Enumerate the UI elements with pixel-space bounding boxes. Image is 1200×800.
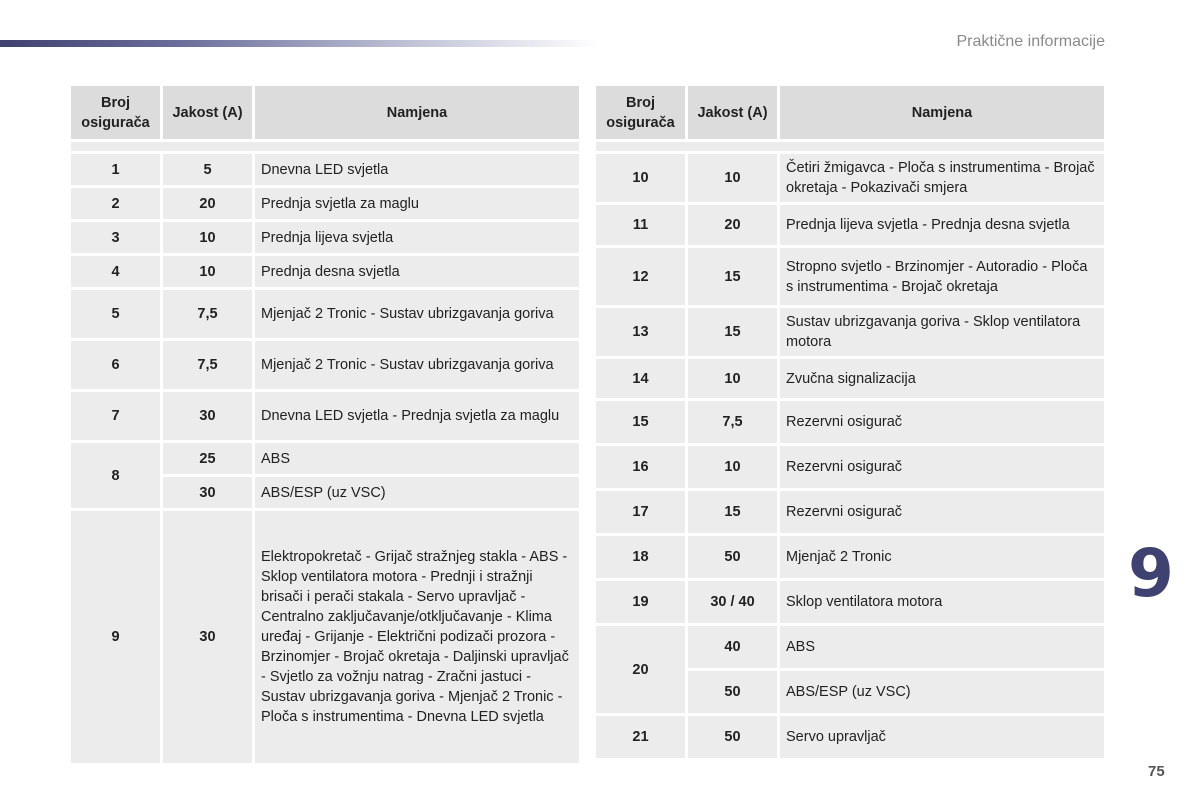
header-broj: Broj osigurača — [596, 86, 685, 139]
page-number: 75 — [1148, 763, 1165, 780]
fuse-amperage: 10 — [163, 222, 252, 253]
fuse-purpose: Servo upravljač — [780, 716, 1104, 758]
fuse-purpose: Rezervni osigurač — [780, 446, 1104, 488]
fuse-number: 1 — [71, 154, 160, 185]
fuse-amperage: 15 — [688, 308, 777, 356]
fuse-purpose: Četiri žmigavca - Ploča s instrumentima - Brojač okretaja - Pokazivači smjera — [780, 154, 1104, 202]
fuse-number: 9 — [71, 511, 160, 763]
table-header-row — [596, 86, 1104, 139]
fuse-purpose: Zvučna signalizacija — [780, 359, 1104, 398]
fuse-amperage: 30 / 40 — [688, 581, 777, 623]
header-broj: Broj osigurača — [71, 86, 160, 139]
fuse-amperage: 7,5 — [163, 290, 252, 338]
fuse-purpose: Stropno svjetlo - Brzinomjer - Autoradio - Ploča s instrumentima - Brojač okretaja — [780, 248, 1104, 305]
table-row — [596, 154, 1104, 202]
table-row — [596, 308, 1104, 356]
table-row — [596, 401, 1104, 443]
fuse-purpose: ABS/ESP (uz VSC) — [255, 477, 579, 508]
table-row — [596, 536, 1104, 578]
table-row — [71, 222, 579, 253]
table-row — [71, 256, 579, 287]
table-row — [596, 446, 1104, 488]
fuse-number: 21 — [596, 716, 685, 758]
fuse-number: 5 — [71, 290, 160, 338]
fuse-number: 3 — [71, 222, 160, 253]
fuse-amperage: 20 — [163, 188, 252, 219]
fuse-amperage: 10 — [688, 154, 777, 202]
fuse-purpose: Sustav ubrizgavanja goriva - Sklop ventilatora motora — [780, 308, 1104, 356]
fuse-amperage: 10 — [163, 256, 252, 287]
fuse-amperage: 15 — [688, 491, 777, 533]
header-namjena: Namjena — [255, 86, 579, 139]
fuse-amperage: 50 — [688, 716, 777, 758]
fuse-purpose: ABS/ESP (uz VSC) — [780, 671, 1104, 713]
fuse-purpose: Elektropokretač - Grijač stražnjeg stakla - ABS - Sklop ventilatora motora - Prednji i stražnji brisači i perači stakala - Servo upravljač - Centralno zaključavanje/otključavanje - Klima uređaj - Grijanje - Električni podizači prozora - Brzinomjer - Brojač okretaja - Daljinski upravljač - Svjetlo za vožnju natrag - Zračni jastuci - Sustav ubrizgavanja goriva - Mjenjač 2 Tronic - Ploča s instrumentima - Dnevna LED svjetla — [255, 511, 579, 763]
fuse-number: 12 — [596, 248, 685, 305]
fuse-purpose: Prednja lijeva svjetla - Prednja desna svjetla — [780, 205, 1104, 245]
header-jakost: Jakost (A) — [163, 86, 252, 139]
table-row — [71, 154, 579, 185]
table-row — [71, 290, 579, 338]
fuse-amperage: 30 — [163, 477, 252, 508]
fuse-purpose: Dnevna LED svjetla - Prednja svjetla za maglu — [255, 392, 579, 440]
table-row — [596, 248, 1104, 305]
table-row — [596, 359, 1104, 398]
table-row — [71, 188, 579, 219]
fuse-number: 20 — [596, 626, 685, 713]
table-row — [596, 491, 1104, 533]
fuse-number: 15 — [596, 401, 685, 443]
fuse-amperage: 20 — [688, 205, 777, 245]
fuse-purpose: Prednja svjetla za maglu — [255, 188, 579, 219]
table-row — [596, 581, 1104, 623]
fuse-number: 13 — [596, 308, 685, 356]
fuse-purpose: Prednja desna svjetla — [255, 256, 579, 287]
fuse-number: 7 — [71, 392, 160, 440]
fuse-number: 8 — [71, 443, 160, 508]
fuse-number: 2 — [71, 188, 160, 219]
fuse-amperage: 25 — [163, 443, 252, 474]
fuse-amperage: 40 — [688, 626, 777, 668]
fuse-table-left — [68, 83, 582, 766]
table-row — [71, 341, 579, 389]
fuse-amperage: 30 — [163, 392, 252, 440]
fuse-number: 16 — [596, 446, 685, 488]
fuse-purpose: Sklop ventilatora motora — [780, 581, 1104, 623]
table-row — [71, 392, 579, 440]
table-row — [71, 443, 579, 474]
fuse-purpose: Rezervni osigurač — [780, 491, 1104, 533]
fuse-purpose: Mjenjač 2 Tronic - Sustav ubrizgavanja goriva — [255, 341, 579, 389]
fuse-number: 14 — [596, 359, 685, 398]
table-row — [596, 205, 1104, 245]
fuse-number: 11 — [596, 205, 685, 245]
fuse-number: 6 — [71, 341, 160, 389]
fuse-number: 17 — [596, 491, 685, 533]
fuse-purpose: Mjenjač 2 Tronic — [780, 536, 1104, 578]
fuse-purpose: Dnevna LED svjetla — [255, 154, 579, 185]
fuse-number: 18 — [596, 536, 685, 578]
fuse-amperage: 50 — [688, 536, 777, 578]
fuse-amperage: 10 — [688, 446, 777, 488]
fuse-amperage: 7,5 — [163, 341, 252, 389]
header-gradient-bar — [0, 40, 600, 47]
header-namjena: Namjena — [780, 86, 1104, 139]
fuse-amperage: 5 — [163, 154, 252, 185]
fuse-purpose: Mjenjač 2 Tronic - Sustav ubrizgavanja goriva — [255, 290, 579, 338]
fuse-purpose: Prednja lijeva svjetla — [255, 222, 579, 253]
fuse-amperage: 15 — [688, 248, 777, 305]
fuse-amperage: 30 — [163, 511, 252, 763]
fuse-amperage: 7,5 — [688, 401, 777, 443]
header-jakost: Jakost (A) — [688, 86, 777, 139]
fuse-amperage: 50 — [688, 671, 777, 713]
fuse-amperage: 10 — [688, 359, 777, 398]
table-header-row — [71, 86, 579, 139]
fuse-purpose: Rezervni osigurač — [780, 401, 1104, 443]
section-title: Praktične informacije — [956, 33, 1105, 50]
table-row — [596, 626, 1104, 668]
table-row — [596, 716, 1104, 758]
fuse-table-right — [593, 83, 1107, 761]
chapter-number: 9 — [1128, 535, 1174, 612]
fuse-number: 10 — [596, 154, 685, 202]
fuse-number: 4 — [71, 256, 160, 287]
fuse-number: 19 — [596, 581, 685, 623]
fuse-purpose: ABS — [255, 443, 579, 474]
table-row — [71, 511, 579, 763]
fuse-purpose: ABS — [780, 626, 1104, 668]
